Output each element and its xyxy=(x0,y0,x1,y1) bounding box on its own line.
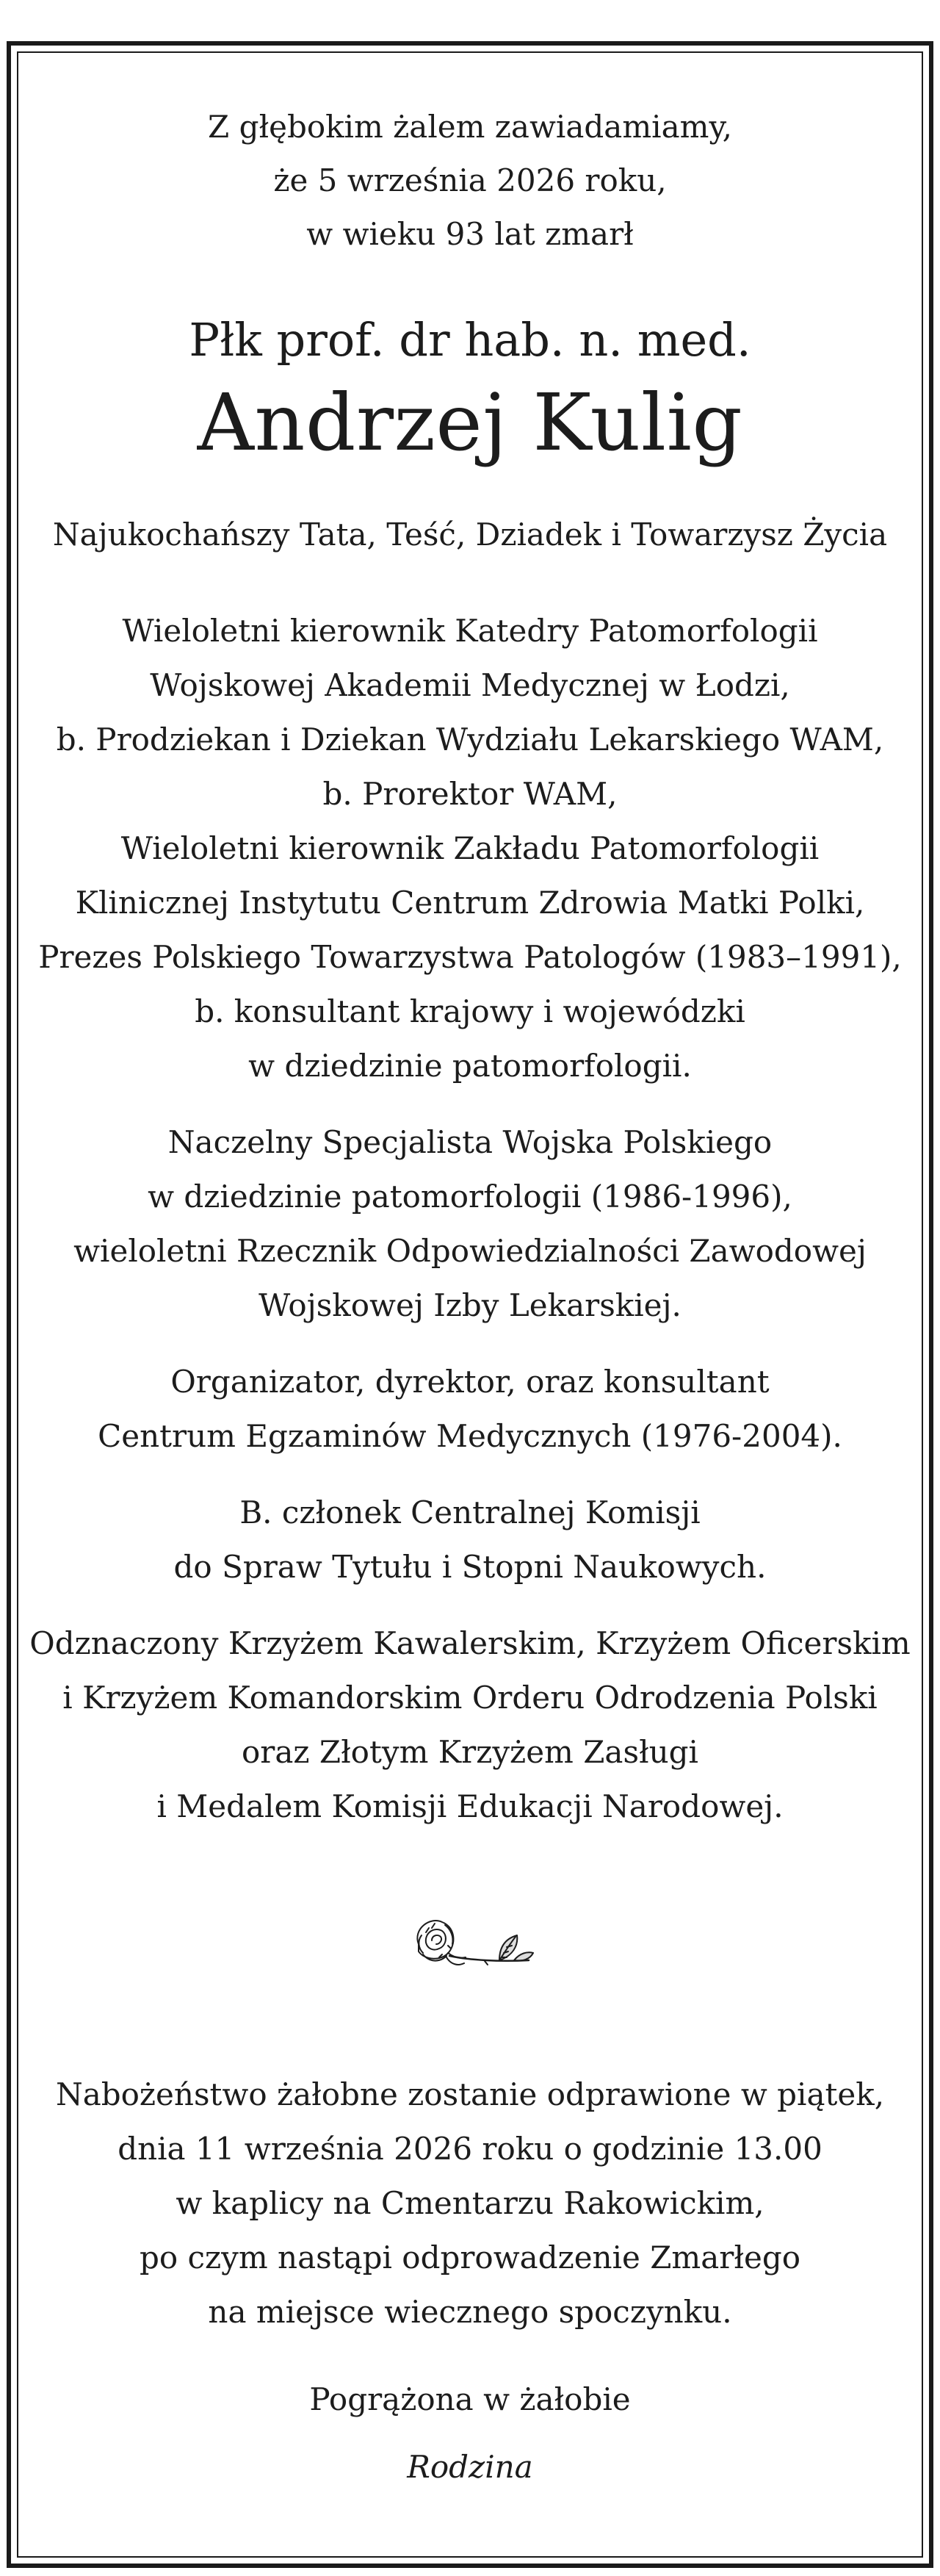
deceased-title: Płk prof. dr hab. n. med. xyxy=(189,313,751,367)
specialist-line: Wojskowej Izby Lekarskiej. xyxy=(258,1287,682,1323)
commission-paragraph xyxy=(22,1486,918,1594)
specialist-line: w dziedzinie patomorfologii (1986-1996), xyxy=(148,1179,792,1215)
honors-line: oraz Złotym Krzyżem Zasługi xyxy=(242,1734,698,1770)
organizer-line: Centrum Egzaminów Medycznych (1976-2004). xyxy=(98,1418,842,1454)
roles-line: b. Prodziekan i Dziekan Wydziału Lekarskiego WAM, xyxy=(56,722,884,758)
intro-line: że 5 września 2026 roku, xyxy=(273,162,667,198)
specialist-line: Naczelny Specjalista Wojska Polskiego xyxy=(167,1124,773,1160)
roles-line: Wojskowej Akademii Medycznej w Łodzi, xyxy=(150,667,790,703)
roles-line: w dziedzinie patomorfologii. xyxy=(248,1048,692,1084)
career-roles xyxy=(22,604,918,1093)
ceremony-line: dnia 11 września 2026 roku o godzinie 13.00 xyxy=(118,2131,822,2167)
ceremony-paragraph xyxy=(22,2068,918,2339)
honors-paragraph xyxy=(22,1616,918,1834)
ceremony-line: na miejsce wiecznego spoczynku. xyxy=(208,2294,732,2330)
announcement-intro xyxy=(22,100,918,261)
roles-line: Klinicznej Instytutu Centrum Zdrowia Matki Polki, xyxy=(75,885,865,921)
roles-line: b. Prorektor WAM, xyxy=(322,776,618,812)
family-description: Najukochańszy Tata, Teść, Dziadek i Towarzysz Życia xyxy=(52,517,888,553)
ceremony-line: w kaplicy na Cmentarzu Rakowickim, xyxy=(176,2185,764,2221)
intro-line: Z głębokim żalem zawiadamiamy, xyxy=(208,109,732,145)
specialist-line: wieloletni Rzecznik Odpowiedzialności Zawodowej xyxy=(73,1233,867,1269)
roles-line: Wieloletni kierownik Zakładu Patomorfologii xyxy=(120,830,820,866)
commission-line: B. członek Centralnej Komisji xyxy=(239,1494,701,1530)
deceased-name: Andrzej Kulig xyxy=(197,378,743,469)
ceremony-line: po czym nastąpi odprowadzenie Zmarłego xyxy=(139,2239,801,2275)
specialist-paragraph xyxy=(22,1115,918,1333)
roles-line: Wieloletni kierownik Katedry Patomorfologii xyxy=(122,613,818,649)
roles-line: Prezes Polskiego Towarzystwa Patologów (1983–1991), xyxy=(38,939,902,975)
ceremony-line: Nabożeństwo żałobne zostanie odprawione w piątek, xyxy=(55,2076,885,2112)
honors-line: Odznaczony Krzyżem Kawalerskim, Krzyżem Oficerskim xyxy=(29,1625,911,1661)
organizer-paragraph xyxy=(22,1355,918,1464)
rose-icon xyxy=(397,1900,543,1988)
intro-line: w wieku 93 lat zmarł xyxy=(306,216,634,252)
honors-line: i Medalem Komisji Edukacji Narodowej. xyxy=(156,1788,784,1824)
honors-line: i Krzyżem Komandorskim Orderu Odrodzenia Polski xyxy=(62,1680,878,1716)
organizer-line: Organizator, dyrektor, oraz konsultant xyxy=(170,1364,770,1400)
roles-line: b. konsultant krajowy i wojewódzki xyxy=(195,993,745,1029)
commission-line: do Spraw Tytułu i Stopni Naukowych. xyxy=(173,1549,767,1585)
family-signature: Rodzina xyxy=(407,2449,533,2485)
obituary-notice xyxy=(22,51,918,2489)
mourning-line: Pogrążona w żałobie xyxy=(309,2381,631,2417)
